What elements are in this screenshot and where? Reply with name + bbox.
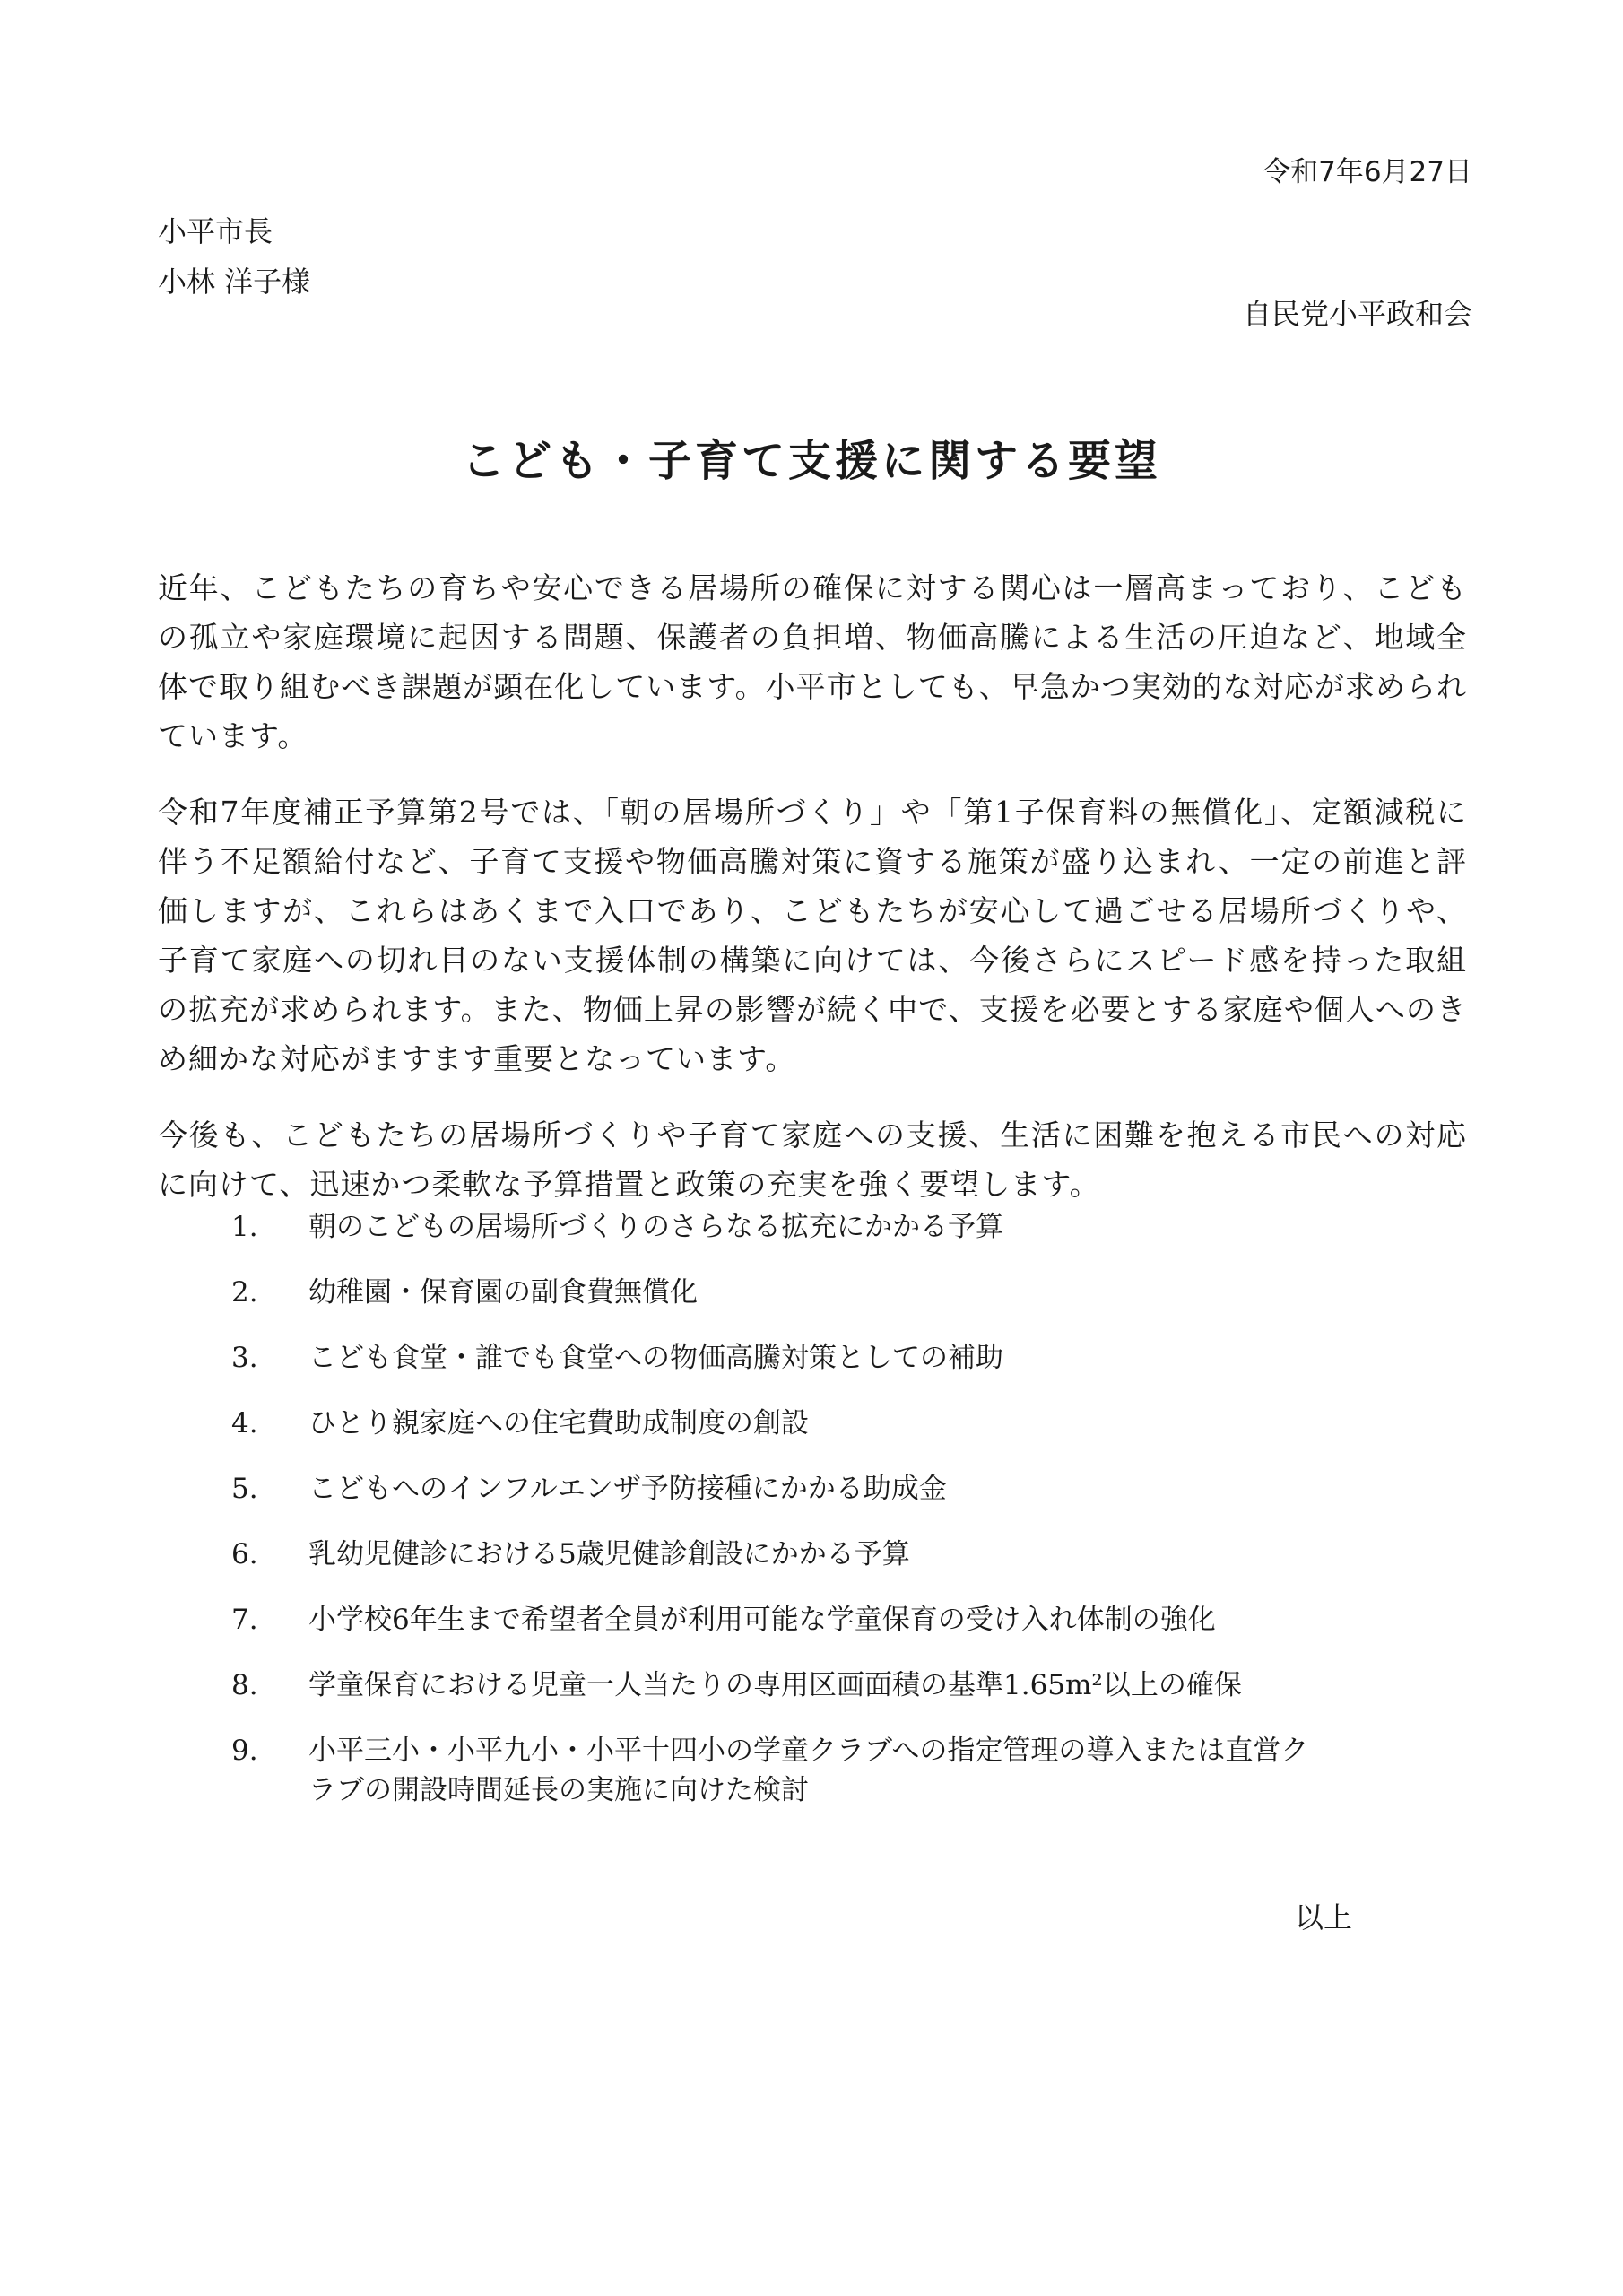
request-text: ひとり親家庭への住宅費助成制度の創設 (308, 1407, 809, 1439)
addressee-name: 小林 洋子様 (158, 265, 311, 299)
request-item (231, 1469, 1397, 1509)
paragraph: 今後も、こどもたちの居場所づくりや子育て家庭への支援、生活に困難を抱える市民への対応に向けて、迅速かつ柔軟な予算措置と政策の充実を強く要望します。 (158, 1118, 1468, 1202)
paragraph: 令和7年度補正予算第2号では、「朝の居場所づくり」や「第1子保育料の無償化」、定額減税に伴う不足額給付など、子育て支援や物価高騰対策に資する施策が盛り込まれ、一定の前進と評価しますが、これらはあくまで入口であり、こどもたちが安心して過ごせる居場所づくりや、子育て家庭への切れ目のない支援体制の構築に向けては、今後さらにスピード感を持った取組の拡充が求められます。また、物価上昇の影響が続く中で、支援を必要とする家庭や個人へのきめ細かな対応がますます重要となっています。 (158, 795, 1467, 1076)
request-number: 8. (231, 1669, 258, 1701)
request-number: 5. (231, 1473, 258, 1505)
request-item (231, 1273, 1397, 1312)
request-item (231, 1665, 1397, 1705)
request-number: 3. (231, 1342, 258, 1374)
request-text: 学童保育における児童一人当たりの専用区画面積の基準1.65m²以上の確保 (308, 1669, 1242, 1701)
request-item (231, 1600, 1397, 1639)
request-text: 小学校6年生まで希望者全員が利用可能な学童保育の受け入れ体制の強化 (308, 1604, 1216, 1636)
request-text: こどもへのインフルエンザ予防接種にかかる助成金 (308, 1473, 947, 1505)
request-text: 小平三小・小平九小・小平十四小の学童クラブへの指定管理の導入または直営クラブの開設時間延長の実施に向けた検討 (308, 1735, 1309, 1806)
request-text: 乳幼児健診における5歳児健診創設にかかる予算 (308, 1538, 910, 1570)
document-date: 令和7年6月27日 (1263, 156, 1472, 188)
request-number: 6. (231, 1538, 258, 1570)
body-paragraphs (158, 563, 1467, 1236)
request-item (231, 1535, 1397, 1574)
request-list (231, 1207, 1397, 1836)
request-number: 7. (231, 1604, 258, 1636)
request-number: 2. (231, 1276, 258, 1309)
request-number: 9. (231, 1735, 258, 1767)
request-item (231, 1731, 1397, 1810)
closing-mark: 以上 (1294, 1900, 1352, 1935)
sender-name: 自民党小平政和会 (1242, 297, 1472, 331)
request-item (231, 1404, 1397, 1443)
request-number: 4. (231, 1407, 258, 1439)
request-number: 1. (231, 1211, 258, 1243)
request-text: こども食堂・誰でも食堂への物価高騰対策としての補助 (308, 1342, 1003, 1374)
addressee-block (158, 206, 310, 307)
request-item (231, 1338, 1397, 1378)
paragraph: 近年、こどもたちの育ちや安心できる居場所の確保に対する関心は一層高まっており、こどもの孤立や家庭環境に起因する問題、保護者の負担増、物価高騰による生活の圧迫など、地域全体で取り組むべき課題が顕在化しています。小平市としても、早急かつ実効的な対応が求められています。 (158, 570, 1468, 753)
document-title: こども・子育て支援に関する要望 (461, 436, 1161, 486)
addressee-title: 小平市長 (158, 214, 273, 248)
request-text: 朝のこどもの居場所づくりのさらなる拡充にかかる予算 (308, 1211, 1003, 1243)
request-item (231, 1207, 1397, 1247)
request-text: 幼稚園・保育園の副食費無償化 (308, 1276, 698, 1309)
